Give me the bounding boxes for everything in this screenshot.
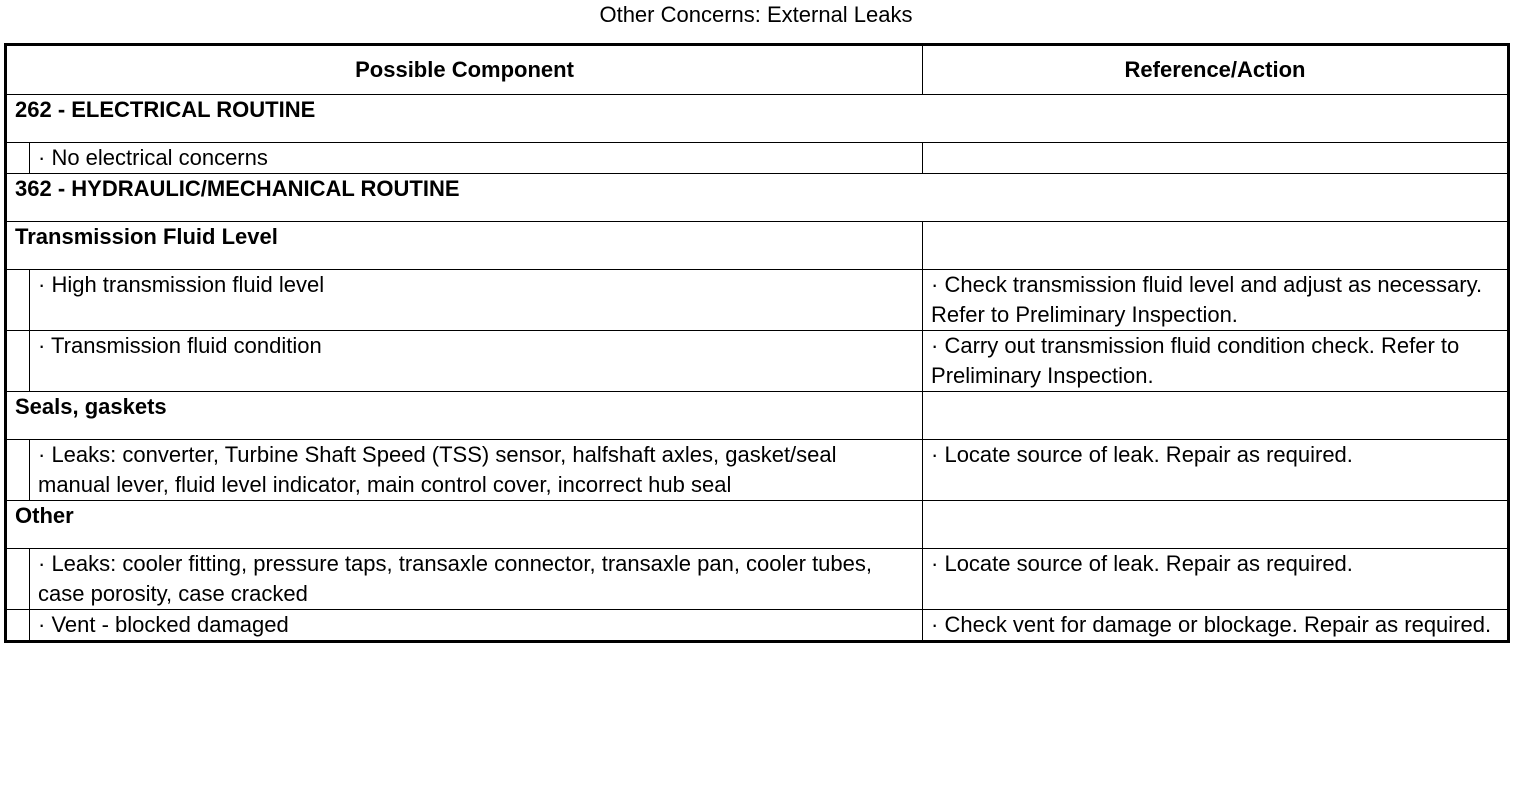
header-row — [6, 45, 1509, 95]
component-cell: · Leaks: converter, Turbine Shaft Speed (TSS) sensor, halfshaft axles, gasket/seal manual lever, fluid level indicator, main control cover, incorrect hub seal — [30, 440, 923, 501]
section-heading: 362 - HYDRAULIC/MECHANICAL ROUTINE — [6, 174, 1509, 222]
group-row-other — [6, 501, 1509, 549]
action-cell — [923, 501, 1509, 549]
component-cell: · High transmission fluid level — [30, 270, 923, 331]
action-cell — [923, 392, 1509, 440]
component-cell: · No electrical concerns — [30, 143, 923, 174]
component-cell: · Vent - blocked damaged — [30, 610, 923, 642]
action-cell: · Check transmission fluid level and adjust as necessary. Refer to Preliminary Inspection. — [923, 270, 1509, 331]
action-cell — [923, 143, 1509, 174]
group-heading: Transmission Fluid Level — [6, 222, 923, 270]
action-cell: · Locate source of leak. Repair as required. — [923, 549, 1509, 610]
page-title: Other Concerns: External Leaks — [599, 2, 913, 27]
indent-cell — [6, 610, 30, 642]
section-row-electrical — [6, 95, 1509, 143]
column-header-action: Reference/Action — [923, 45, 1509, 95]
table-row — [6, 610, 1509, 642]
action-cell: · Locate source of leak. Repair as required. — [923, 440, 1509, 501]
indent-cell — [6, 549, 30, 610]
group-heading: Other — [6, 501, 923, 549]
action-cell — [923, 222, 1509, 270]
action-cell: · Check vent for damage or blockage. Repair as required. — [923, 610, 1509, 642]
diagnostic-table — [4, 43, 1510, 643]
indent-cell — [6, 143, 30, 174]
indent-cell — [6, 440, 30, 501]
indent-cell — [6, 270, 30, 331]
column-header-component: Possible Component — [6, 45, 923, 95]
table-row — [6, 143, 1509, 174]
table-row — [6, 331, 1509, 392]
section-row-hydraulic — [6, 174, 1509, 222]
section-heading: 262 - ELECTRICAL ROUTINE — [6, 95, 1509, 143]
table-row — [6, 549, 1509, 610]
component-cell: · Leaks: cooler fitting, pressure taps, transaxle connector, transaxle pan, cooler tubes, case porosity, case cracked — [30, 549, 923, 610]
indent-cell — [6, 331, 30, 392]
table-row — [6, 440, 1509, 501]
action-cell: · Carry out transmission fluid condition check. Refer to Preliminary Inspection. — [923, 331, 1509, 392]
table-row — [6, 270, 1509, 331]
group-heading: Seals, gaskets — [6, 392, 923, 440]
group-row-fluid — [6, 222, 1509, 270]
component-cell: · Transmission fluid condition — [30, 331, 923, 392]
group-row-seals — [6, 392, 1509, 440]
